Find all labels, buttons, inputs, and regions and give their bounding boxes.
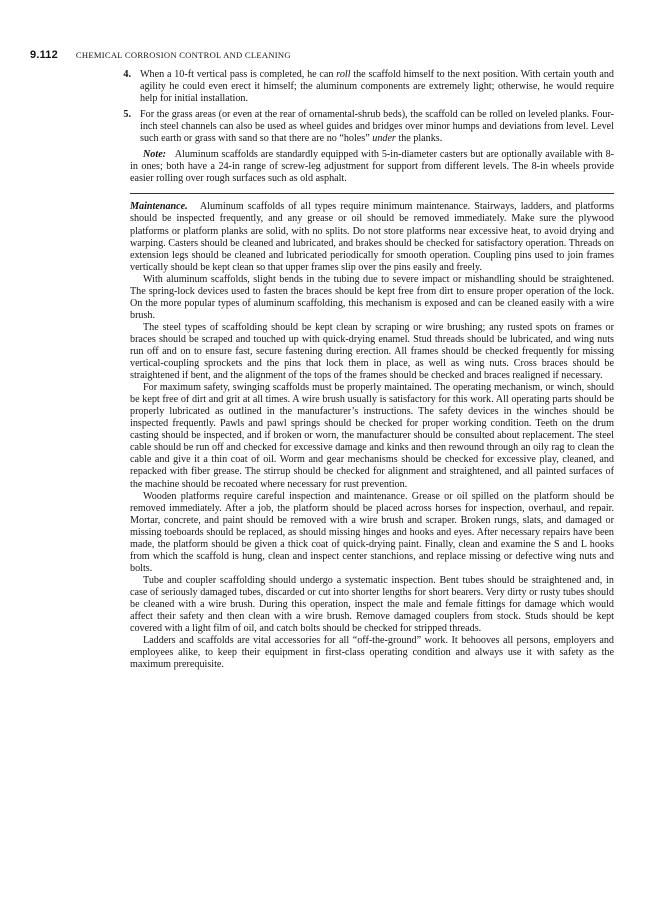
running-title: CHEMICAL CORROSION CONTROL AND CLEANING [75, 50, 291, 60]
list-text: the scaffold himself to the next position. With certain youth and agility he could even erect it himself; the aluminum components are extremely light; otherwise, he would require help for initial installation. [140, 69, 614, 105]
note-paragraph [130, 149, 614, 185]
list-text: For the grass areas (or even at the rear of ornamental-shrub beds), the scaffold can be rolled on leveled planks. Four-inch steel channels can also be used as wheel guides and bridges over minor humps and deviations from level. Level such earth or grass with sand so that there are no “holes” [140, 109, 614, 145]
paragraph: With aluminum scaffolds, slight bends in the tubing due to severe impact or mishandling should be straightened. The spring-lock devices used to fasten the braces should be kept free from dirt to ensure proper operation of the lock. On the more popular types of aluminum scaffolding, this mechanism is exposed and can be cleaned easily with a wire brush. [130, 273, 614, 321]
list-text: the planks. [395, 133, 443, 145]
paragraph-text: Aluminum scaffolds of all types require minimum maintenance. Stairways, ladders, and platforms should be inspected frequently, and any grease or oil should be removed immediately. Make sure the plywood platforms or platform planks are solid, with no splits. Do not store platforms near excessive heat, to avoid drying and warping. Casters should be cleaned and lubricated, and brakes should be checked for satisfactory operation. Threads on extension legs should be cleaned and lubricated periodically for smooth operation. Coupling pins used to join frames vertically should be kept clean so that upper frames slip over the pins easily and freely. [130, 201, 615, 273]
paragraph: For maximum safety, swinging scaffolds must be properly maintained. The operating mechanism, or winch, should be kept free of dirt and grit at all times. A wire brush usually is satisfactory for this work. All operating parts should be properly lubricated as outlined in the manufacturer’s instructions. The safety devices in the winches should be inspected frequently. Pawls and pawl springs should be checked for proper working condition. Teeth on the drum casting should be inspected, and if broken or worn, the manufacturer should be consulted about replacement. The steel cable should be run off and checked for excessive damage and kinks and then rewound through an oily rag to clean the cable and give it a thin coat of oil. Worm and gear mechanisms should be checked for excessive play, cleaned, and repacked with fiber grease. The stirrup should be checked for alignment and straightened, and all painted surfaces of the machine should be recoated where necessary for rust prevention. [130, 382, 614, 490]
list-item [123, 69, 614, 105]
note-label: Note: [143, 149, 167, 161]
list-number: 5. [123, 109, 131, 121]
list-emphasis: under [372, 133, 396, 145]
paragraph: The steel types of scaffolding should be kept clean by scraping or wire brushing; any rusted spots on frames or braces should be scraped and touched up with quick-drying enamel. Stud threads should be lubricated, and wing nuts run off and on to ensure fast, secure fastening during erection. All frames should be checked frequently for missing vertical-coupling sprockets and the pins that lock them in place, as well as wing nuts. Cross braces should be straightened if bent, and the alignment of the tops of the frames should be checked and braces realigned if necessary. [130, 321, 614, 382]
list-number: 4. [123, 69, 131, 80]
paragraph: Wooden platforms require careful inspection and maintenance. Grease or oil spilled on the platform should be removed immediately. After a job, the platform should be placed across horses for inspection, overhaul, and repair. Mortar, concrete, and paint should be removed with a wire brush and scraper. Broken rungs, slats, and damaged or missing toeboards should be replaced, as should missing hinges and hooks and eyes. After necessary repairs have been made, the platform should be given a thick coat of quick-drying paint. Finally, clean and examine the S and L hooks from which the scaffold is hung, clean and inspect center stanchions, and replace missing or defective wing nuts and bolts. [130, 490, 614, 574]
body-text [123, 69, 615, 671]
list-item [123, 109, 614, 145]
list-text: When a 10-ft vertical pass is completed, he can [140, 69, 337, 80]
list-emphasis: roll [336, 69, 351, 80]
section-divider [130, 193, 614, 194]
page-header [30, 45, 632, 61]
page-number: 9.112 [30, 49, 58, 61]
paragraph: Tube and coupler scaffolding should undergo a systematic inspection. Bent tubes should be straightened and, in case of seriously damaged tubes, discarded or cut into shorter lengths for short bearers. Very dirty or rusty tubes should be cleaned with a wire brush. During this operation, inspect the male and female fittings for damage which would affect their safety and then clean with a wire brush. Remove damaged couplers from stock. Studs should be kept covered with a light film of oil, and catch bolts should be checked for stripped threads. [130, 574, 614, 635]
maintenance-intro [130, 201, 614, 273]
note-text: Aluminum scaffolds are standardly equipped with 5-in-diameter casters but are optionally available with 8-in ones; both have a 24-in range of screw-leg adjustment for support from different levels. The 8-in wheels provide easier rolling over rough surfaces such as old asphalt. [130, 149, 614, 185]
section-heading: Maintenance. [130, 201, 188, 213]
paragraph: Ladders and scaffolds are vital accessories for all “off-the-ground” work. It behooves all persons, employers and employees alike, to keep their equipment in first-class operating condition and always use it with safety as the maximum prerequisite. [130, 635, 614, 671]
